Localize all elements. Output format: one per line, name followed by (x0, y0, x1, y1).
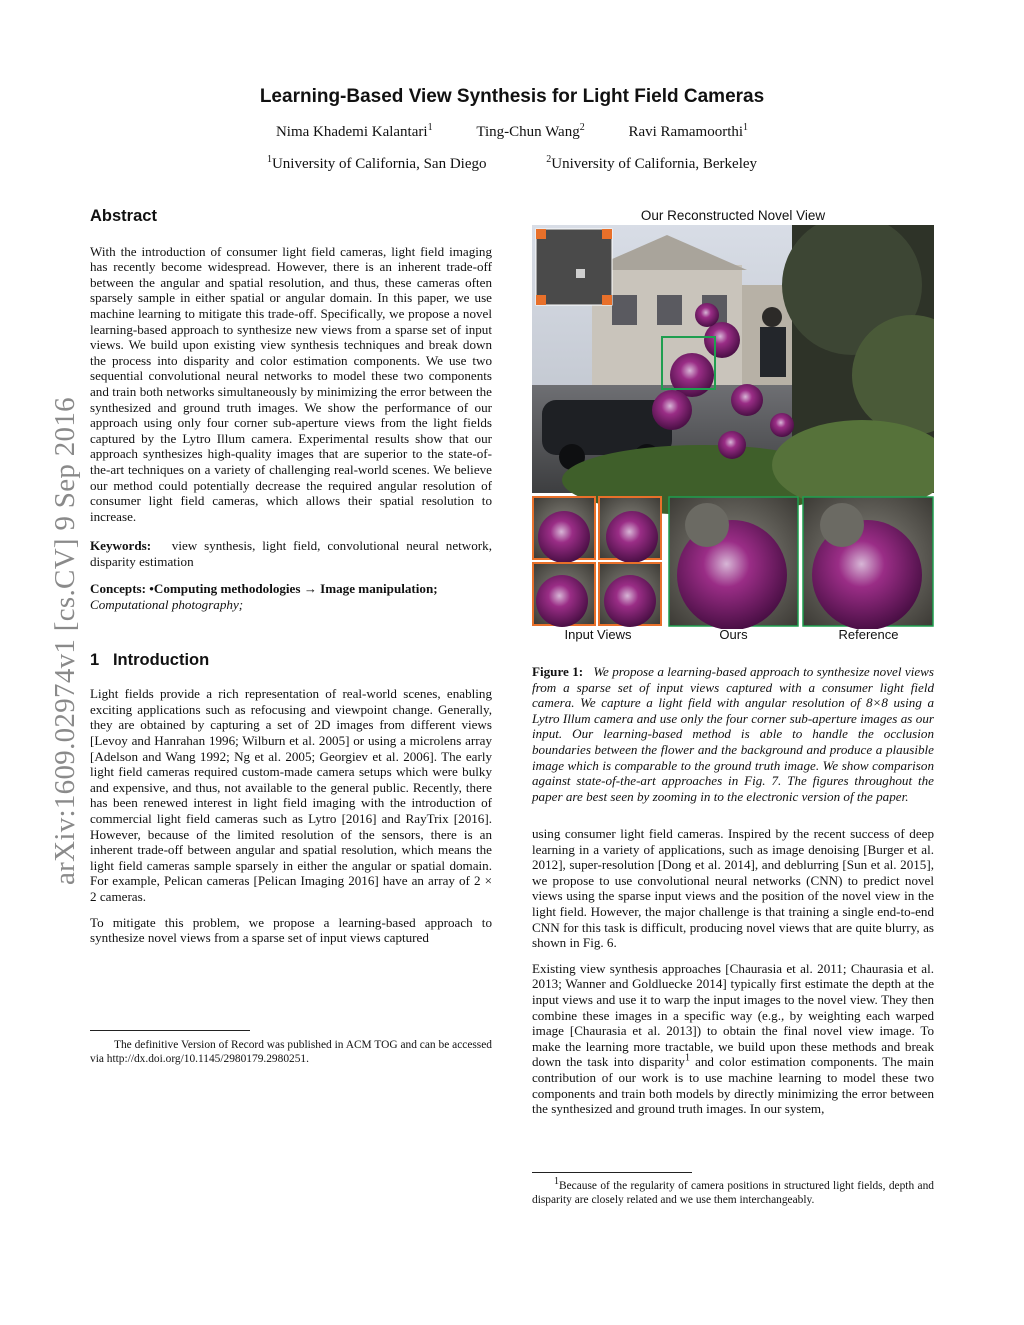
right-paragraph-2: Existing view synthesis approaches [Chaurasia et al. 2011; Chaurasia et al. 2013; Wanner and Goldluecke 2014] typically first estimate the depth at the input views and use it to warp the input images to the novel view. They then combine these images in a specific way (e.g., by weighting each warped image [Chaurasia et al. 2013]) to obtain the final novel view image. To make the learning more tractable, we build upon these methods and break down the task into disparity$^1$ and color estimation components. The main contribution of our work is to use machine learning to model these two components and train both models by directly minimizing the error between the synthesized and ground truth images. In our system, (532, 960, 934, 1117)
label-ours: Ours (719, 627, 748, 642)
input-view-crop (533, 497, 595, 563)
angular-grid-inset (536, 229, 612, 305)
intro-paragraph-1: Light fields provide a rich representation of real-world scenes, enabling exciting applications such as refocusing and viewpoint change. Generally, they are obtained by capturing a set of 2D images from different views [Levoy and Hanrahan 1996; Wilburn et al. 2005] or using a microlens array [Adelson and Wang 1992; Ng et al. 2005; Georgiev et al. 2006]. The early light field cameras required custom-made camera setups which were bulky and expensive, and thus, not available to the general public. Recently, there has been renewed interest in light field imaging with the introduction of commercial light field cameras such as Lytro [2016] and RayTrix [2016]. However, because of the limited resolution of the sensors, there is an inherent trade-off between angular and spatial resolution, which means the light field cameras sample sparsely in either the angular or spatial domain. For example, Pelican cameras [Pelican Imaging 2016] have an array of 2 × 2 cameras. (90, 686, 492, 904)
abstract-heading: Abstract (90, 207, 157, 225)
footnote-right: $^1$Because of the regularity of camera positions in structured light fields, depth and disparity are closely related and we use them interchangeably. (532, 1176, 934, 1206)
footnote-rule-right (532, 1172, 692, 1173)
footnote-left: The definitive Version of Record was published in ACM TOG and can be accessed via http://dx.doi.org/10.1145/2980179.2980251. (90, 1039, 492, 1065)
author-list (0, 124, 1024, 141)
caption-label: Figure 1: (532, 664, 584, 680)
author-3: Ravi Ramamoorthi$^1$ (628, 122, 749, 140)
keywords-label: Keywords: (90, 538, 152, 554)
author-1: Nima Khademi Kalantari$^1$ (275, 122, 433, 140)
label-input-views: Input Views (564, 627, 632, 642)
keywords-text: view synthesis, light field, convolutional neural network, disparity estimation (90, 538, 492, 569)
paper-title: Learning-Based View Synthesis for Light Field Cameras (259, 86, 765, 107)
novel-view-image (532, 225, 934, 515)
reference-crop (803, 497, 933, 629)
footnote-rule-left (90, 1030, 250, 1031)
input-views-grid (533, 497, 661, 627)
concepts-bold: •Computing methodologies → Image manipulation; (149, 581, 438, 597)
intro-heading: 1 Introduction (90, 650, 210, 669)
abstract-text: With the introduction of consumer light field cameras, light field imaging has recently become widespread. However, there is an inherent trade-off between the angular and spatial resolution, and thus, these cameras often sparsely sample in either spatial or angular domain. In this paper, we use machine learning to mitigate this trade-off. Specifically, we propose a novel learning-based approach to synthesize new views from a sparse set of input views. We build upon existing view synthesis techniques and break down the process into disparity and color estimation components. We use two sequential convolutional neural networks to model these two components and train both networks simultaneously by minimizing the error between the synthesized and ground truth images. We show the performance of our approach using only four corner sub-aperture views from the light fields captured by the Lytro Illum camera. Experimental results show that our approach synthesizes high-quality images that are superior to the state-of-the-art techniques on a variety of challenging real-world scenes. We believe our method could potentially decrease the required angular resolution of consumer light field cameras, which allows their spatial resolution to increase. (90, 243, 492, 524)
affiliations (0, 156, 1024, 173)
ours-crop (669, 497, 798, 629)
arxiv-stamp: arXiv:1609.02974v1 [cs.CV] 9 Sep 2016 (49, 397, 81, 885)
keywords (90, 538, 492, 569)
author-2: Ting-Chun Wang$^2$ (476, 122, 585, 140)
concepts-italic: Computational photography; (90, 597, 244, 613)
right-paragraph-1: using consumer light field cameras. Inspired by the recent success of deep learning in a variety of applications, such as image denoising [Burger et al. 2012], super-resolution [Dong et al. 2014], and deblurring [Sun et al. 2015], we propose to use convolutional neural networks (CNN) to predict novel views using the sparse input views and the position of the novel view in the light field. However, the major challenge is that training a single end-to-end CNN for this task is difficult, producing novel views that are quite blurry, as shown in Fig. 6. (532, 826, 934, 951)
right-column (532, 826, 934, 1117)
figure-1-caption (532, 664, 934, 804)
concepts (90, 581, 492, 612)
input-view-crop (533, 563, 595, 627)
intro-paragraph-2: To mitigate this problem, we propose a learning-based approach to synthesize novel views from a sparse set of input views captured (90, 914, 492, 946)
affiliation-1: $^1$University of California, San Diego (266, 154, 487, 172)
concepts-label: Concepts: (90, 581, 147, 597)
input-view-crop (599, 563, 661, 627)
input-view-crop (599, 497, 661, 563)
left-column (90, 209, 492, 946)
figure-1-image (532, 225, 934, 629)
caption-text: We propose a learning-based approach to synthesize novel views from a sparse set of input views captured with a consumer light field camera. We capture a light field with angular resolution of 8×8 using a Lytro Illum camera and use only the four corner sub-aperture images as our input. Our learning-based method is able to handle the occlusion boundaries between the flower and the background and produce a plausible image which is comparable to the ground truth image. We show comparison against state-of-the-art approaches in Fig. 7. The figures throughout the paper are best seen by zooming in to the electronic version of the paper. (532, 664, 934, 804)
label-reference: Reference (838, 627, 899, 642)
figure-top-label: Our Reconstructed Novel View (640, 208, 826, 223)
affiliation-2: $^2$University of California, Berkeley (546, 154, 758, 172)
